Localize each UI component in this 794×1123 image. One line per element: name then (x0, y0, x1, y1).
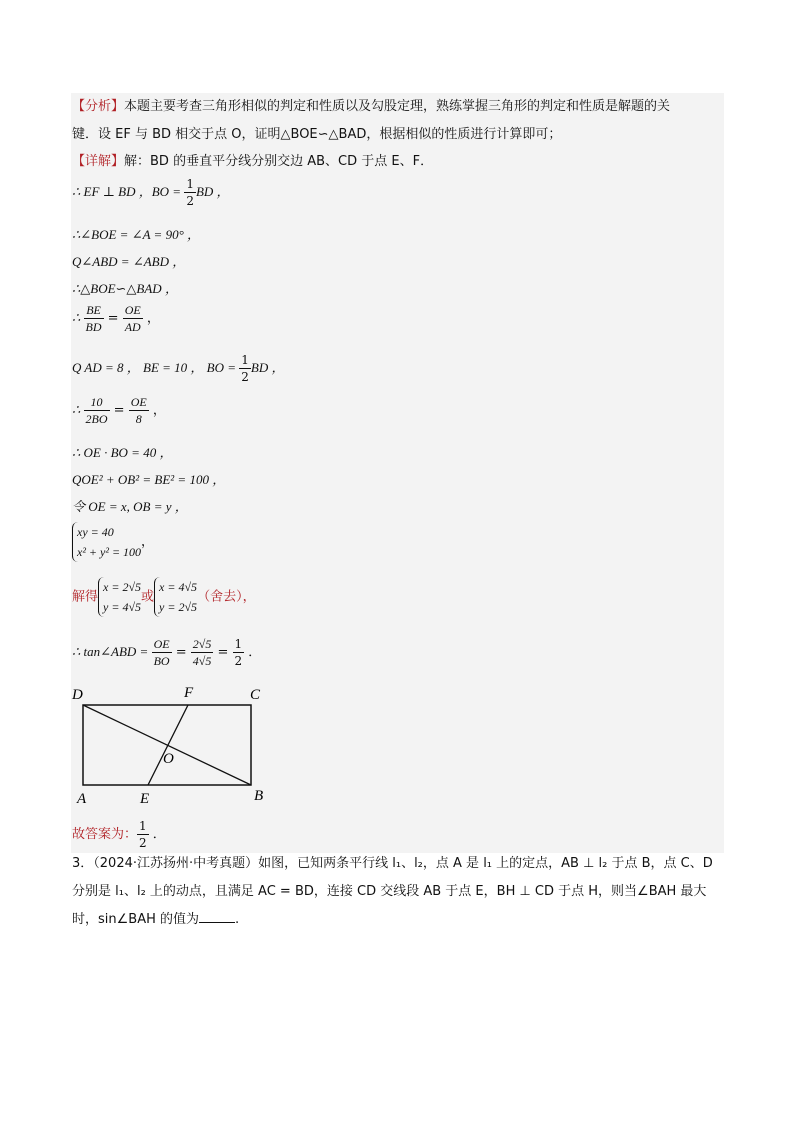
step-9: QOE² + OB² = BE² = 100 ， (72, 472, 226, 487)
step-2: ∴∠BOE = ∠A = 90° ， (72, 227, 201, 242)
label-f: F (184, 685, 194, 701)
step-11: xy = 40 x² + y² = 100 ， (72, 522, 154, 562)
step-12: 解得 x = 2√5 y = 4√5 或 x = 4√5 y = 2√5 （舍去）， (72, 577, 256, 617)
rectangle-figure (70, 682, 280, 808)
step-3: Q∠ABD = ∠ABD ， (72, 254, 186, 269)
segment-ef (148, 705, 188, 785)
detail-line: 【详解】解：BD 的垂直平分线分别交边 AB、CD 于点 E、F． (72, 154, 434, 169)
step-7: ∴ $\frac{10}{2BO}$ = $\frac{OE}{8}$ ， (72, 395, 166, 426)
step-4: ∴△BOE∽△BAD ， (72, 281, 178, 296)
diagonal-bd (83, 705, 251, 785)
analysis-tag: 【分析】 (72, 99, 125, 114)
step-1: ∴ EF ⊥ BD ，BO = $\frac{1}{2}$ BD ， (72, 177, 230, 208)
label-c: C (250, 687, 261, 703)
label-d: D (72, 687, 83, 703)
analysis-line-2: 键．设 EF 与 BD 相交于点 O，证明△BOE∽△BAD，根据相似的性质进行计算即可； (72, 127, 562, 142)
label-e: E (140, 791, 150, 807)
label-o: O (163, 751, 174, 767)
detail-tag: 【详解】 (72, 154, 125, 169)
question-line-3: 时，sin∠BAH 的值为 . (72, 912, 240, 927)
question-line-1: 3．（2024·江苏扬州·中考真题）如图，已知两条平行线 l₁、l₂，点 A 是 l₁ 上的定点，AB ⊥ l₂ 于点 B，点 C、D (72, 856, 713, 871)
analysis-line-1: 【分析】本题主要考查三角形相似的判定和性质以及勾股定理，熟练掌握三角形的判定和性质是解题的关 (72, 99, 671, 114)
question-3 (72, 850, 742, 934)
step-10: 令 OE = x, OB = y ， (72, 499, 188, 514)
answer-line: 故答案为： $\frac{1}{2}$ ． (72, 819, 166, 850)
answer-blank[interactable] (199, 922, 235, 923)
step-13: ∴ tan∠ABD = $\frac{OE}{BO}$ = $\frac{2√5}{4√5}$ = $\frac{1}{2}$ ． (72, 637, 262, 668)
step-5: ∴ $\frac{BE}{BD}$ = $\frac{OE}{AD}$ ， (72, 303, 160, 334)
question-line-2: 分别是 l₁、l₂ 上的动点，且满足 AC = BD，连接 CD 交线段 AB 于点 E，BH ⊥ CD 于点 H，则当∠BAH 最大 (72, 884, 707, 899)
label-b: B (254, 788, 264, 804)
step-6: Q AD = 8 ， BE = 10 ， BO = $\frac{1}{2}$ BD ， (72, 353, 285, 384)
label-a: A (77, 791, 87, 807)
step-8: ∴ OE · BO = 40 ， (72, 445, 173, 460)
